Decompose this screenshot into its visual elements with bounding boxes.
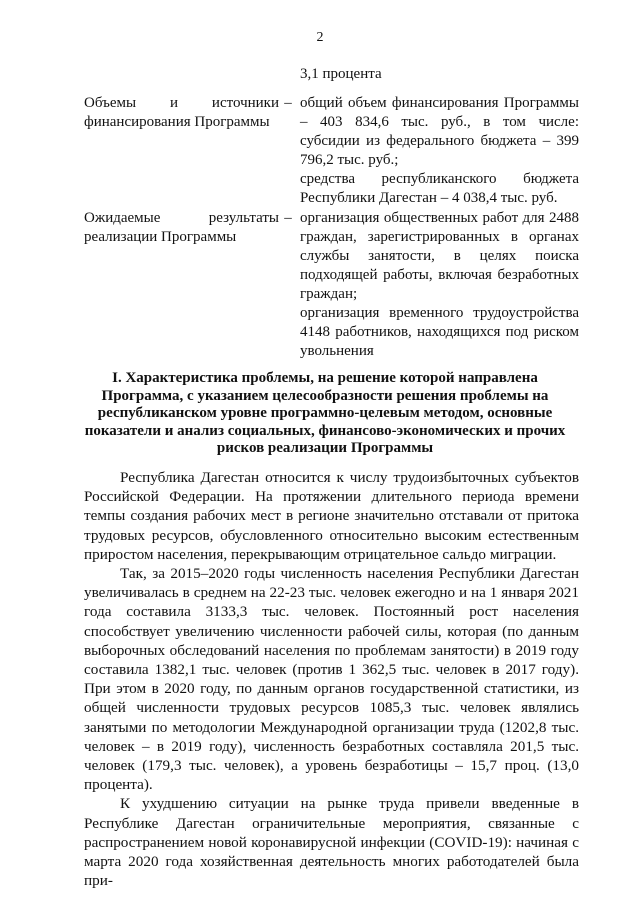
- paragraph: К ухудшению ситуации на рынке труда привели введенные в Республике Дагестан ограничительные мероприятия, связанные с распространением новой коронавирусной инфекции (COVID-19): начиная с марта 2020 года хозяйственная деятельность многих работодателей была при-: [84, 795, 579, 890]
- paragraph: Так, за 2015–2020 годы численность населения Республики Дагестан увеличивалась в среднем на 22-23 тыс. человек ежегодно и на 1 января 2021 года составила 3133,3 тыс. человек. Постоянный рост населения способствует увеличению численности рабочей силы, которая (по данным выборочных обследований населения по проблемам занятости) в 2019 году составила 1382,1 тыс. человек (против 1 362,5 тыс. человек в 2017 году). При этом в 2020 году, по данным органов государственной статистики, из общей численности трудовых ресурсов 1085,3 тыс. человек являлись занятыми по методологии Международной организации труда (1202,8 тыс. человек – в 2019 году), численность безработных составляла 201,5 тыс. человек (179,3 тыс. человек), а уровень безработицы – 15,7 проц. (13,0 процента).: [84, 565, 579, 794]
- page-number: 2: [316, 30, 324, 45]
- body-text: [84, 468, 579, 890]
- row-label: Объемы и источники финансирования Программы: [84, 95, 279, 130]
- row-value-line: организация общественных работ для 2488 граждан, зарегистрированных в органах службы занятости, в целях поиска подходящей работы, включая безработных граждан;: [300, 210, 579, 302]
- passport-row-results: [84, 209, 579, 359]
- row-value-line: общий объем финансирования Программы – 403 834,6 тыс. руб., в том числе: субсидии из федерального бюджета – 399 796,2 тыс. руб.;: [300, 95, 579, 168]
- row-dash: –: [284, 210, 292, 226]
- row-label: Ожидаемые результаты реализации Программы: [84, 210, 279, 245]
- row-value-line: средства республиканского бюджета Республики Дагестан – 4 038,4 тыс. руб.: [300, 171, 579, 206]
- section-heading: I. Характеристика проблемы, на решение которой направлена Программа, с указанием целесообразности решения проблемы на республиканском уровне программно-целевым методом, основные показатели и анализ социальных, финансово-экономических и прочих рисков реализации Программы: [84, 370, 566, 457]
- row-value-line: организация временного трудоустройства 4148 работников, находящихся под риском увольнения: [300, 305, 579, 359]
- paragraph: Республика Дагестан относится к числу трудоизбыточных субъектов Российской Федерации. На протяжении длительного периода времени темпы создания рабочих мест в регионе значительно отставали от притока трудовых ресурсов, обусловленного относительно высоким естественным приростом населения, перекрывающим отрицательное сальдо миграции.: [84, 469, 579, 563]
- row-dash: –: [284, 95, 292, 111]
- row-value: [300, 94, 579, 208]
- continuation-text: 3,1 процента: [300, 66, 382, 82]
- row-value: [300, 209, 579, 361]
- passport-row-financing: [84, 94, 579, 206]
